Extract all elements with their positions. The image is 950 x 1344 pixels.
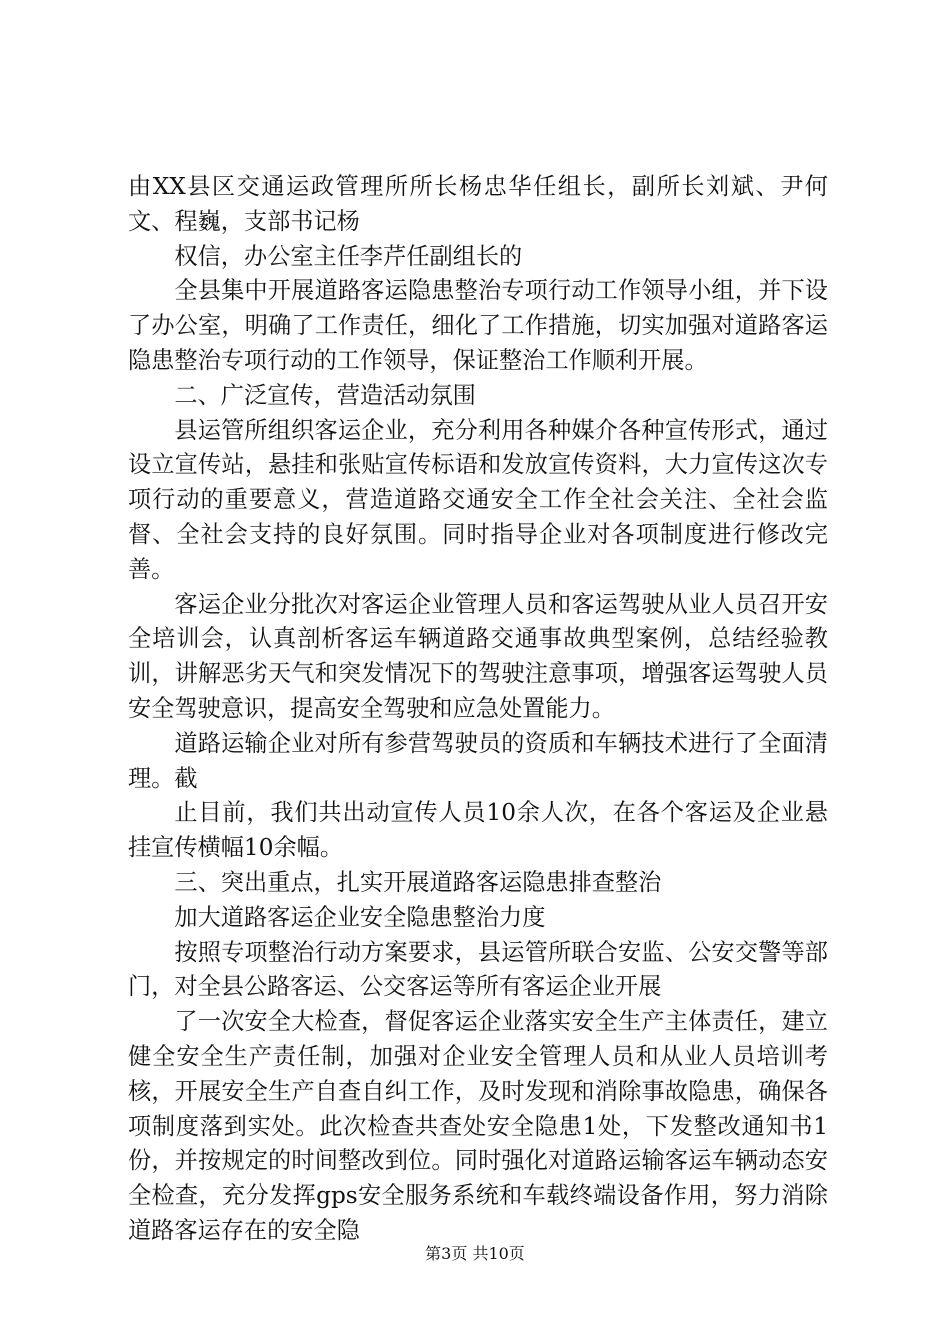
paragraph-6: 客运企业分批次对客运企业管理人员和客运驾驶从业人员召开安全培训会，认真剖析客运车辆道路交通事故典型案例，总结经验教训，讲解恶劣天气和突发情况下的驾驶注意事项，增强客运驾驶人员安全驾驶意识，提高安全驾驶和应急处置能力。: [128, 590, 828, 722]
document-body: [128, 170, 828, 1249]
section-heading-2: 二、广泛宣传，营造活动氛围: [174, 381, 476, 409]
paragraph-3: 全县集中开展道路客运隐患整治专项行动工作领导小组，并下设了办公室，明确了工作责任，细化了工作措施，切实加强对道路客运隐患整治专项行动的工作领导，保证整治工作顺利开展。: [128, 277, 828, 374]
paragraph-8: 止目前，我们共出动宣传人员10余人次，在各个客运及企业悬挂宣传横幅10余幅。: [128, 799, 828, 862]
paragraph-11: 按照专项整治行动方案要求，县运管所联合安监、公安交警等部门，对全县公路客运、公交客运等所有客运企业开展: [128, 938, 828, 1001]
section-heading-3: 三、突出重点，扎实开展道路客运隐患排查整治: [174, 868, 662, 896]
page-number-footer: 第3页 共10页: [425, 1244, 525, 1263]
sub-heading: 加大道路客运企业安全隐患整治力度: [174, 903, 546, 931]
paragraph-2: 权信，办公室主任李芹任副组长的: [174, 242, 523, 270]
paragraph-5: 县运管所组织客运企业，充分利用各种媒介各种宣传形式，通过设立宣传站，悬挂和张贴宣传标语和发放宣传资料，大力宣传这次专项行动的重要意义，营造道路交通安全工作全社会关注、全社会监督、全社会支持的良好氛围。同时指导企业对各项制度进行修改完善。: [128, 416, 828, 583]
paragraph-1: 由XX县区交通运政管理所所长杨忠华任组长，副所长刘斌、尹何文、程巍，支部书记杨: [128, 173, 828, 235]
paragraph-12: 了一次安全大检查，督促客运企业落实安全生产主体责任，建立健全安全生产责任制，加强对企业安全管理人员和从业人员培训考核，开展安全生产自查自纠工作，及时发现和消除事故隐患，确保各项制度落到实处。此次检查共查处安全隐患1处，下发整改通知书1份，并按规定的时间整改到位。同时强化对道路运输客运车辆动态安全检查，充分发挥gps安全服务系统和车载终端设备作用，努力消除道路客运存在的安全隐: [128, 1008, 828, 1244]
paragraph-7: 道路运输企业对所有参营驾驶员的资质和车辆技术进行了全面清理。截: [128, 729, 828, 792]
